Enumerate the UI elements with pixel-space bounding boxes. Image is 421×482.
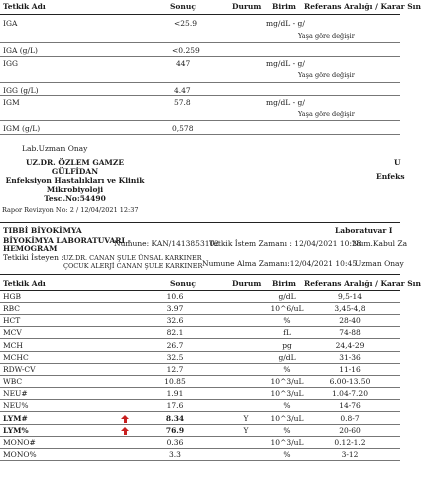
col-header-test: Tetkik Adı [3,2,46,11]
signature-right-1: U [394,158,401,167]
row-name: LYM% [3,426,29,435]
row-value: 3.3 [169,450,181,459]
row-ref: 11-16 [339,365,361,374]
row-divider [0,375,400,376]
col-header-ref: Referans Aralığı / Karar Sın [304,279,421,288]
row-unit: 10^3/uL [270,438,304,447]
row-unit: 10^3/uL [270,389,304,398]
row-note: Yaşa göre değişir [298,110,355,118]
row-name: HCT [3,316,21,325]
requester-line1: UZ.DR. CANAN ŞULE ÜNSAL KARKINER [63,254,202,262]
lab-name-line2: HEMOGRAM [3,244,58,253]
col-header-result: Sonuç [170,2,196,11]
row-unit: % [283,365,291,374]
lab-right-label: Laboratuvar I [335,226,393,235]
row-value: <0.259 [172,46,200,55]
row-divider [0,411,400,412]
row-value: 0.36 [166,438,184,447]
row-unit: 10^6/uL [270,304,304,313]
section-title: TIBBİ BİYOKİMYA [3,226,82,235]
row-name: IGG (g/L) [3,86,39,95]
col-header-unit: Birim [272,2,296,11]
accept-time: Num.Kabul Za [352,239,408,248]
row-unit: g/dL [278,292,296,301]
row-name: IGA (g/L) [3,46,38,55]
revision-info: Rapor Revizyon No: 2 / 12/04/2021 12:37 [2,206,139,214]
row-status: Y [243,414,249,423]
row-divider [0,326,400,327]
row-value: 26.7 [166,341,184,350]
row-name: IGG [3,59,18,68]
order-time: Tetkik İstem Zamanı : 12/04/2021 10:28 [209,239,362,248]
row-unit: mg/dL - g/ [266,19,305,28]
row-name: NEU# [3,389,28,398]
row-value: 0,578 [172,124,194,133]
requester-line2: ÇOCUK ALERJİ CANAN ŞULE KARKINER [63,262,203,270]
row-unit: fL [283,328,291,337]
row-unit: mg/dL - g/ [266,59,305,68]
row-unit: % [283,450,291,459]
row-value: 12.7 [166,365,184,374]
row-name: WBC [3,377,23,386]
lab-name-line1: BİYOKİMYA LABORATUVARI - [3,236,131,245]
approver-label: Uzman Onay [355,259,404,268]
sample-number: Numune: KAN/1413853102 [114,239,220,248]
row-ref: 20-60 [339,426,361,435]
col-header-test: Tetkik Adı [3,279,46,288]
row-value: 1.91 [166,389,184,398]
row-unit: % [283,401,291,410]
row-name: IGM (g/L) [3,124,41,133]
row-value: 32.6 [166,316,184,325]
row-divider [0,399,400,400]
row-ref: 0.12-1.2 [334,438,366,447]
row-divider [0,338,400,339]
row-value: 57.8 [174,98,191,107]
row-value: <25.9 [174,19,197,28]
row-name: RBC [3,304,21,313]
col-header-unit: Birim [272,279,296,288]
row-status: Y [243,426,249,435]
row-note: Yaşa göre değişir [298,32,355,40]
row-value: 3.97 [166,304,184,313]
row-unit: g/dL [278,353,296,362]
row-unit: 10^3/uL [270,414,304,423]
requester-label: Tetkiki İsteyen : [3,253,64,262]
row-unit: % [283,316,291,325]
row-divider [0,314,400,315]
row-divider [0,351,400,352]
row-divider [0,460,400,461]
row-divider [0,448,400,449]
row-name: HGB [3,292,22,301]
row-value: 32.5 [166,353,184,362]
row-value: 10.6 [166,292,184,301]
col-header-status: Durum [232,279,262,288]
row-unit: mg/dL - g/ [266,98,305,107]
signature-right-2: Enfeks [376,172,405,181]
row-ref: 1.04-7.20 [332,389,368,398]
row-name: IGM [3,98,20,107]
approval-label: Lab.Uzman Onay [22,144,88,153]
col-header-result: Sonuç [170,279,196,288]
row-name: RDW-CV [3,365,36,374]
row-divider [0,302,400,303]
row-name: MCH [3,341,23,350]
row-value: 10.85 [164,377,186,386]
row-value: 8.34 [165,414,185,423]
row-value: 76.9 [165,426,185,435]
row-name: MONO# [3,438,36,447]
row-value: 17.6 [166,401,184,410]
row-divider [0,424,400,425]
row-ref: 31-36 [339,353,361,362]
row-ref: 0.8-7 [340,414,360,423]
row-value: 82.1 [166,328,184,337]
row-unit: pg [282,341,292,350]
row-unit: 10^3/uL [270,377,304,386]
row-divider [0,387,400,388]
col-header-status: Durum [232,2,262,11]
col-header-ref: Referans Aralığı / Karar Sın [304,2,421,11]
row-value: 447 [176,59,191,68]
row-value: 4.47 [174,86,191,95]
collection-time: Numune Alma Zamanı:12/04/2021 10:45 [202,259,358,268]
row-note: Yaşa göre değişir [298,71,355,79]
row-name: MONO% [3,450,37,459]
row-name: IGA [3,19,18,28]
row-ref: 14-76 [339,401,361,410]
row-ref: 74-88 [339,328,361,337]
row-divider [0,436,400,437]
row-name: NEU% [3,401,29,410]
row-unit: % [283,426,291,435]
row-ref: 28-40 [339,316,361,325]
row-ref: 3,45-4,8 [334,304,366,313]
row-ref: 9,5-14 [337,292,362,301]
row-name: MCHC [3,353,29,362]
row-name: LYM# [3,414,28,423]
signature-name: UZ.DR. ÖZLEM GAMZE GÜLFİDAN Enfeksiyon Hastalıkları ve Klinik Mikrobiyoloji Tesc.No:54490 [5,158,145,203]
row-ref: 3-12 [341,450,359,459]
row-ref: 24,4-29 [335,341,365,350]
row-ref: 6.00-13.50 [329,377,371,386]
row-name: MCV [3,328,22,337]
row-divider [0,363,400,364]
